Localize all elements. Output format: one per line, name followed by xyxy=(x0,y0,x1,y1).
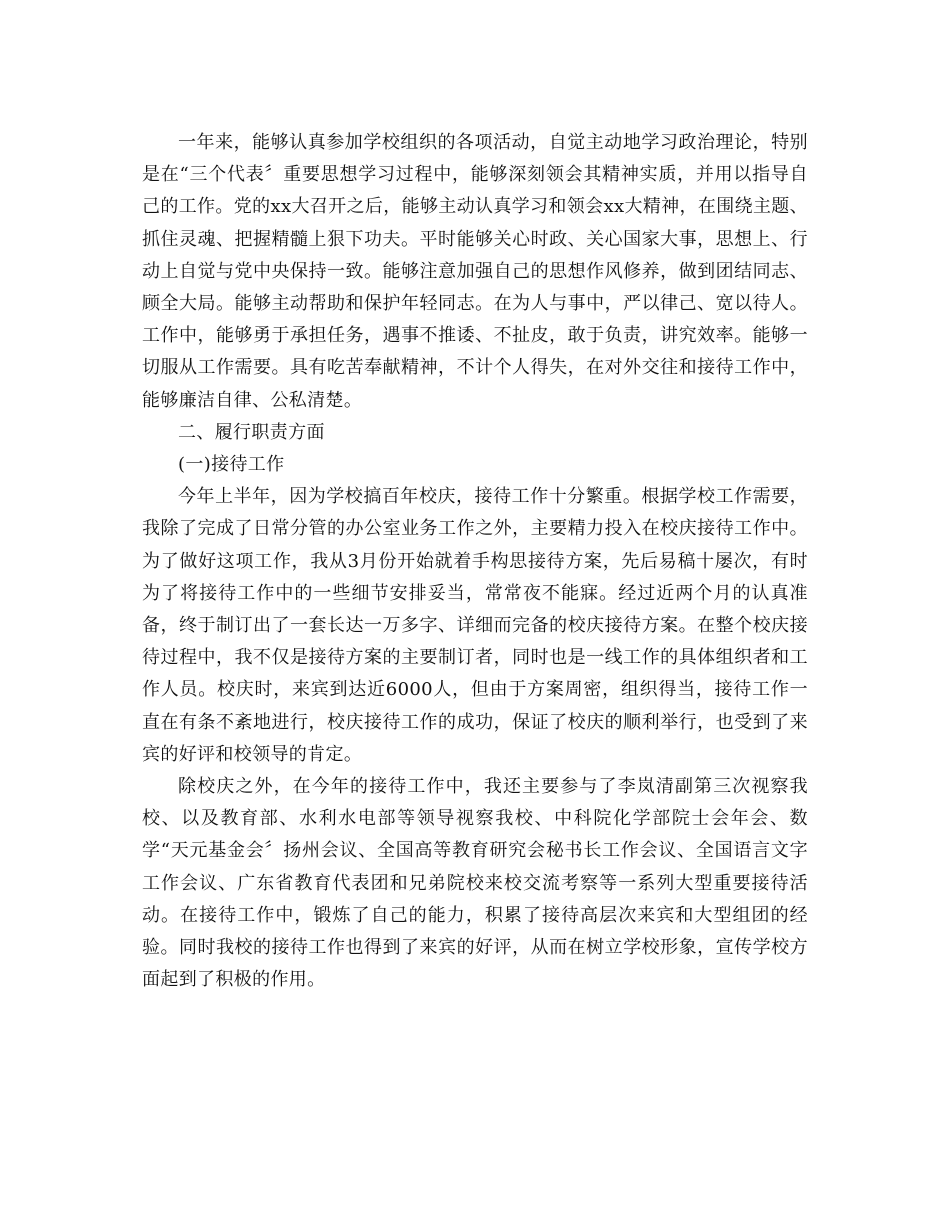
paragraph-anniversary-reception: 今年上半年，因为学校搞百年校庆，接待工作十分繁重。根据学校工作需要，我除了完成了日常分管的办公室业务工作之外，主要精力投入在校庆接待工作中。为了做好这项工作，我从3月份开始就着手构思接待方案，先后易稿十屡次，有时为了将接待工作中的一些细节安排妥当，常常夜不能寐。经过近两个月的认真准备，终于制订出了一套长达一万多字、详细而完备的校庆接待方案。在整个校庆接待过程中，我不仅是接待方案的主要制订者，同时也是一线工作的具体组织者和工作人员。校庆时，来宾到达近6000人，但由于方案周密，组织得当，接待工作一直在有条不紊地进行，校庆接待工作的成功，保证了校庆的顺利举行，也受到了来宾的好评和校领导的肯定。 xyxy=(142,486,808,765)
subsection-heading-reception: (一)接待工作 xyxy=(178,454,285,476)
section-heading-duties: 二、履行职责方面 xyxy=(178,421,325,443)
document-body xyxy=(142,127,808,996)
paragraph-political-study: 一年来，能够认真参加学校组织的各项活动，自觉主动地学习政治理论，特别是在“三个代表〞重要思想学习过程中，能够深刻领会其精神实质，并用以指导自己的工作。党的xx大召开之后，能够主动认真学习和领会xx大精神，在围绕主题、抓住灵魂、把握精髓上狠下功夫。平时能够关心时政、关心国家大事，思想上、行动上自觉与党中央保持一致。能够注意加强自己的思想作风修养，做到团结同志、顾全大局。能够主动帮助和保护年轻同志。在为人与事中，严以律己、宽以待人。工作中，能够勇于承担任务，遇事不推诿、不扯皮，敢于负责，讲究效率。能够一切服从工作需要。具有吃苦奉献精神，不计个人得失，在对外交往和接待工作中，能够廉洁自律、公私清楚。 xyxy=(142,132,808,411)
paragraph-other-reception: 除校庆之外，在今年的接待工作中，我还主要参与了李岚清副第三次视察我校、以及教育部、水利水电部等领导视察我校、中科院化学部院士会年会、数学“天元基金会〞扬州会议、全国高等教育研究会秘书长工作会议、全国语言文字工作会议、广东省教育代表团和兄弟院校来校交流考察等一系列大型重要接待活动。在接待工作中，锻炼了自己的能力，积累了接待高层次来宾和大型组团的经验。同时我校的接待工作也得到了来宾的好评，从而在树立学校形象，宣传学校方面起到了积极的作用。 xyxy=(142,776,808,991)
